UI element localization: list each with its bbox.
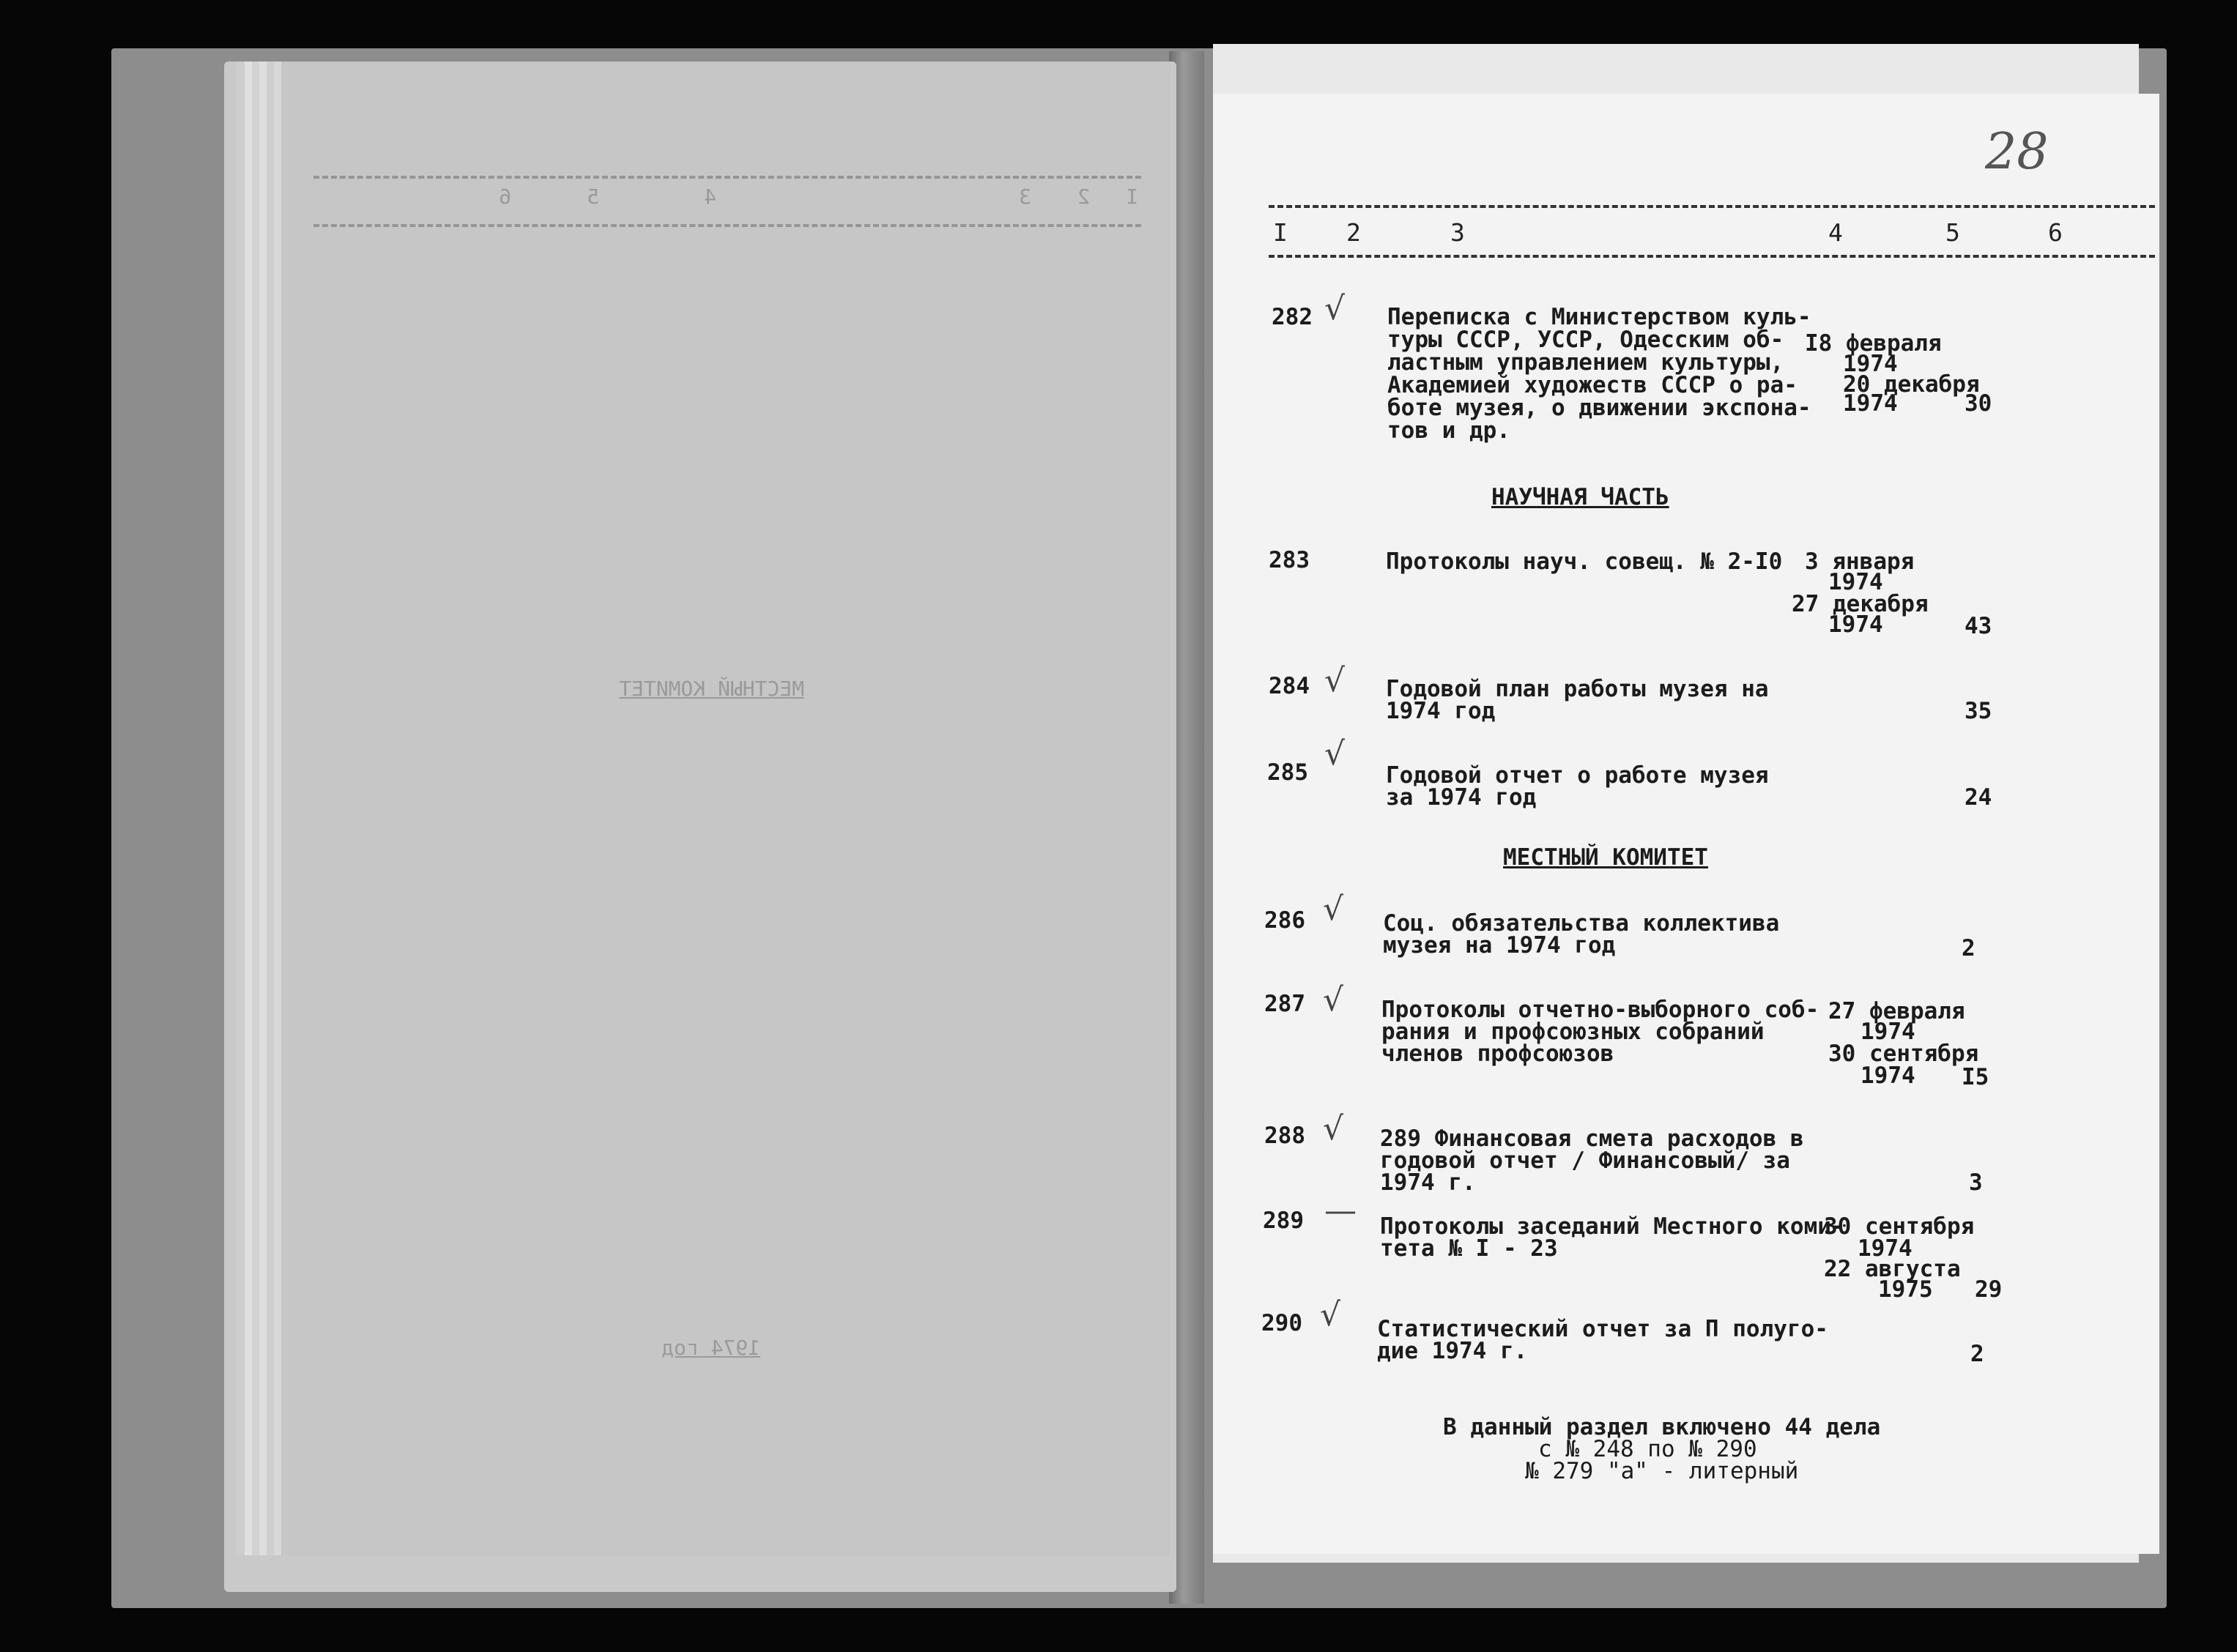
row-title-line: 1974 год [1386, 698, 1496, 724]
row-pages: 43 [1965, 613, 1992, 639]
row-date: 1974 [1858, 1235, 1913, 1262]
left-year-heading: 1974 год [661, 1336, 760, 1360]
row-date: 22 августа [1824, 1256, 1961, 1282]
row-date: 1974 [1861, 1063, 1915, 1089]
row-title-line: 289 Финансовая смета расходов в [1380, 1125, 1804, 1152]
row-date: 1974 [1861, 1019, 1915, 1045]
row-title-line: Годовой отчет о работе музея [1386, 762, 1769, 789]
header-col-4: 4 [1828, 218, 1843, 247]
row-date: 27 декабря [1792, 591, 1929, 617]
checkmark-icon: √ [1324, 735, 1346, 773]
row-date: 1974 [1828, 611, 1883, 638]
row-date: 27 февраля [1828, 998, 1965, 1024]
row-title-line: Годовой план работы музея на [1386, 676, 1769, 702]
header-col-6: 6 [2048, 218, 2063, 247]
left-header-rule [314, 176, 1141, 179]
row-title-line: Соц. обязательства коллектива [1383, 910, 1780, 937]
row-title-line: Переписка с Министерством куль- [1387, 304, 1811, 330]
row-date: 1974 [1843, 351, 1898, 377]
row-title-line: годовой отчет / Финансовый/ за [1380, 1147, 1790, 1174]
checkmark-icon: √ [1323, 981, 1344, 1019]
checkmark-icon: √ [1324, 290, 1346, 327]
row-title-line: Статистический отчет за П полуго- [1377, 1316, 1828, 1342]
row-title-line: тета № I - 23 [1380, 1235, 1558, 1262]
row-number: 285 [1267, 759, 1308, 786]
left-header-rule-2 [314, 224, 1141, 227]
left-header-col-5: 5 [587, 185, 599, 209]
summary-line: № 279 "а" - литерный [1525, 1458, 1799, 1484]
checkmark-icon: — [1324, 1192, 1357, 1229]
row-date: I8 февраля [1805, 330, 1942, 357]
row-number: 289 [1263, 1208, 1304, 1234]
left-page-show-through [281, 62, 1171, 1555]
left-header-col-1: I [1126, 185, 1138, 209]
row-title-line: рания и профсоюзных собраний [1381, 1019, 1765, 1045]
header-col-5: 5 [1945, 218, 1960, 247]
section-title-local-committee: МЕСТНЫЙ КОМИТЕТ [1503, 844, 1708, 871]
checkmark-icon: √ [1320, 1296, 1341, 1333]
row-date: 1974 [1828, 569, 1883, 595]
row-pages: I5 [1962, 1064, 1989, 1090]
row-title-line: тов и др. [1387, 417, 1510, 444]
header-col-2: 2 [1346, 218, 1361, 247]
left-header-col-6: 6 [499, 185, 511, 209]
row-date: 30 сентября [1824, 1213, 1975, 1240]
row-pages: 2 [1962, 935, 1976, 961]
row-title-line: дие 1974 г. [1377, 1338, 1528, 1364]
summary-line: с № 248 по № 290 [1538, 1436, 1757, 1462]
row-number: 284 [1269, 673, 1310, 699]
row-title-line: членов профсоюзов [1381, 1041, 1614, 1067]
left-header-col-2: 2 [1077, 185, 1090, 209]
left-header-col-4: 4 [704, 185, 716, 209]
summary-line: В данный раздел включено 44 дела [1443, 1414, 1881, 1440]
row-title-line: музея на 1974 год [1383, 932, 1616, 959]
row-date: 1975 [1878, 1276, 1933, 1303]
checkmark-icon: √ [1323, 890, 1344, 928]
row-pages: 29 [1975, 1276, 2003, 1303]
row-pages: 2 [1970, 1341, 1984, 1367]
row-pages: 24 [1965, 784, 1992, 811]
row-title-line: Протоколы науч. совещ. № 2-I0 [1386, 548, 1783, 575]
row-number: 286 [1264, 907, 1305, 934]
row-number: 288 [1264, 1123, 1305, 1149]
row-title-line: 1974 г. [1380, 1169, 1476, 1196]
checkmark-icon: √ [1324, 662, 1346, 699]
left-section-title: МЕСТНЫЙ КОМИТЕТ [619, 677, 804, 701]
row-number: 287 [1264, 991, 1305, 1017]
folio-number: 28 [1985, 123, 2049, 181]
row-title-line: Протоколы отчетно-выборного соб- [1381, 997, 1819, 1023]
header-rule-top [1269, 205, 2155, 208]
row-title-line: за 1974 год [1386, 784, 1537, 811]
section-title-science: НАУЧНАЯ ЧАСТЬ [1491, 484, 1669, 510]
row-date: 3 января [1805, 548, 1915, 575]
row-title-line: Академией художеств СССР о ра- [1387, 372, 1798, 398]
header-rule-bottom [1269, 255, 2155, 258]
header-col-1: I [1273, 218, 1288, 247]
row-date: 1974 [1843, 390, 1898, 417]
row-pages: 3 [1969, 1169, 1983, 1196]
checkmark-icon: √ [1323, 1110, 1344, 1147]
row-number: 290 [1261, 1310, 1302, 1336]
left-header-col-3: 3 [1019, 185, 1031, 209]
row-date: 20 декабря [1843, 371, 1980, 398]
row-pages: 30 [1965, 390, 1992, 417]
row-title-line: ластным управлением культуры, [1387, 349, 1784, 376]
header-col-3: 3 [1450, 218, 1465, 247]
row-number: 282 [1272, 304, 1313, 330]
row-title-line: боте музея, о движении экспона- [1387, 395, 1811, 421]
row-date: 30 сентября [1828, 1041, 1979, 1067]
row-number: 283 [1269, 547, 1310, 573]
row-title-line: Протоколы заседаний Местного коми- [1380, 1213, 1845, 1240]
row-pages: 35 [1965, 698, 1992, 724]
row-title-line: туры СССР, УССР, Одесским об- [1387, 327, 1784, 353]
